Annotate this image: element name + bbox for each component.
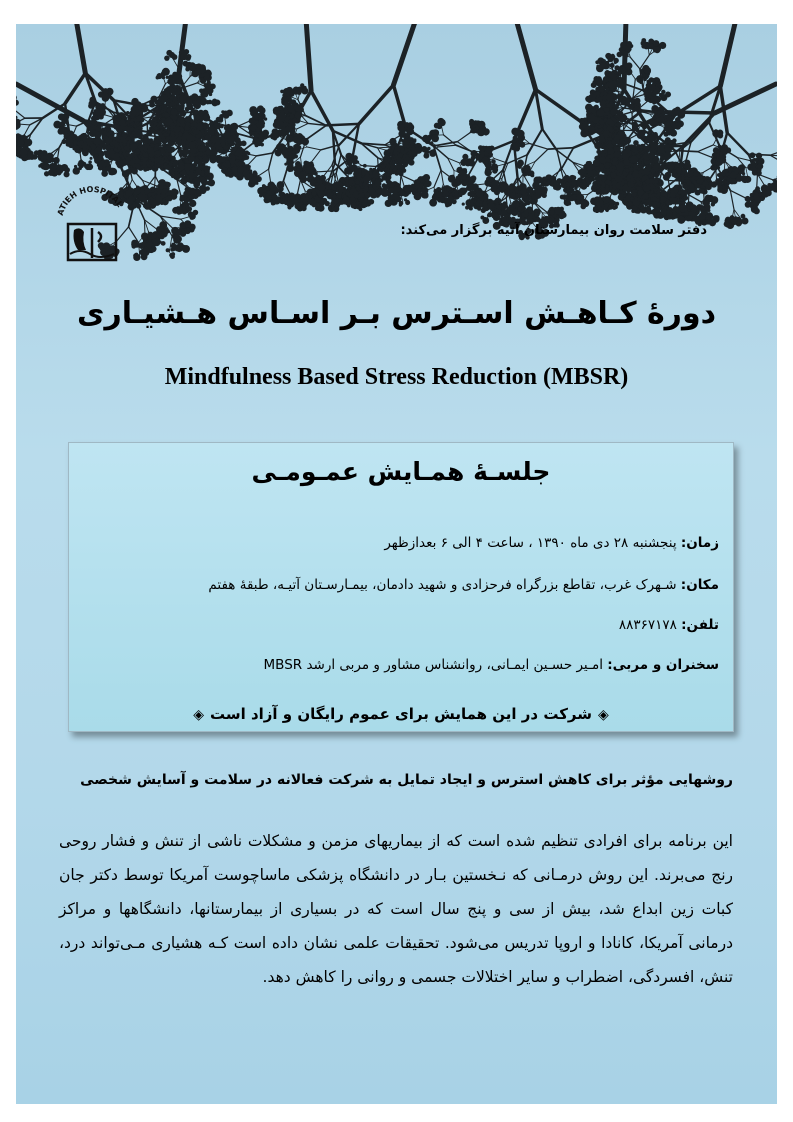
hospital-logo [52, 184, 132, 274]
session-time [384, 535, 719, 551]
session-speaker [264, 657, 719, 673]
speaker-label: سخنران و مربی: [607, 657, 719, 673]
place-label: مکان: [680, 577, 719, 593]
phone-value: ۸۸۳۶۷۱۷۸ [618, 617, 682, 633]
session-info-box [68, 442, 734, 732]
session-heading: جلسـهٔ همـایش عمـومـی [251, 457, 551, 486]
course-title-persian: دورهٔ کـاهـش اسـترس بـر اسـاس هـشیـاری [76, 296, 716, 331]
time-label: زمان: [680, 535, 719, 551]
benefits-subheading: روشهایی مؤثر برای کاهش استرس و ایجاد تمایل به شرکت فعالانه در سلامت و آسایش شخصی [80, 772, 733, 788]
speaker-value: امـیر حسـین ایمـانی، روانشناس مشاور و مربی ارشد MBSR [263, 657, 608, 673]
session-place [208, 577, 719, 593]
session-phone [619, 617, 719, 633]
time-value: پنجشنبه ۲۸ دی ماه ۱۳۹۰ ، ساعت ۴ الی ۶ بعدازظهر [384, 535, 681, 551]
organizer-text: دفتر سلامت روان بیمارستان آتیه برگزار می‌کند: [400, 223, 707, 238]
course-title-english: Mindfulness Based Stress Reduction (MBSR) [164, 364, 629, 390]
place-value: شـهرک غرب، تقاطع بزرگراه فرحزادی و شهید دادمان، بیمـارسـتان آتیـه، طبقهٔ هفتم [208, 577, 681, 593]
description-paragraph: این برنامه برای افرادی تنظیم شده است که از بیماریهای مزمن و مشکلات ناشی از تنش و فشار روحی رنج می‌برند. این روش درمـانی که نـخستین بـار در دانشگاه پزشکی ماساچوست آمریکا توسط دکتر جان کبات زین ابداع شد، بیش از سی و پنج سال است که در بسیاری از بیمارستانها، دانشگاهها و مراکز درمانی آمریکا، کانادا و اروپا تدریس می‌شود. تحقیقات علمی نشان داده است کـه هشیاری مـی‌تواند درد، تنش، افسردگی، اضطراب و سایر اختلالات جسمی و روانی را کاهش دهد. [59, 832, 733, 986]
diamond-bullet-icon: ◈ [598, 707, 609, 723]
free-admission-text: شرکت در این همایش برای عموم رایگان و آزاد است [209, 705, 593, 723]
diamond-bullet-icon: ◈ [193, 707, 204, 723]
phone-label: تلفن: [681, 617, 719, 633]
poster [16, 24, 777, 1104]
free-admission-note [69, 705, 733, 723]
logo-text: ATIEH HOSPITAL [55, 184, 125, 217]
